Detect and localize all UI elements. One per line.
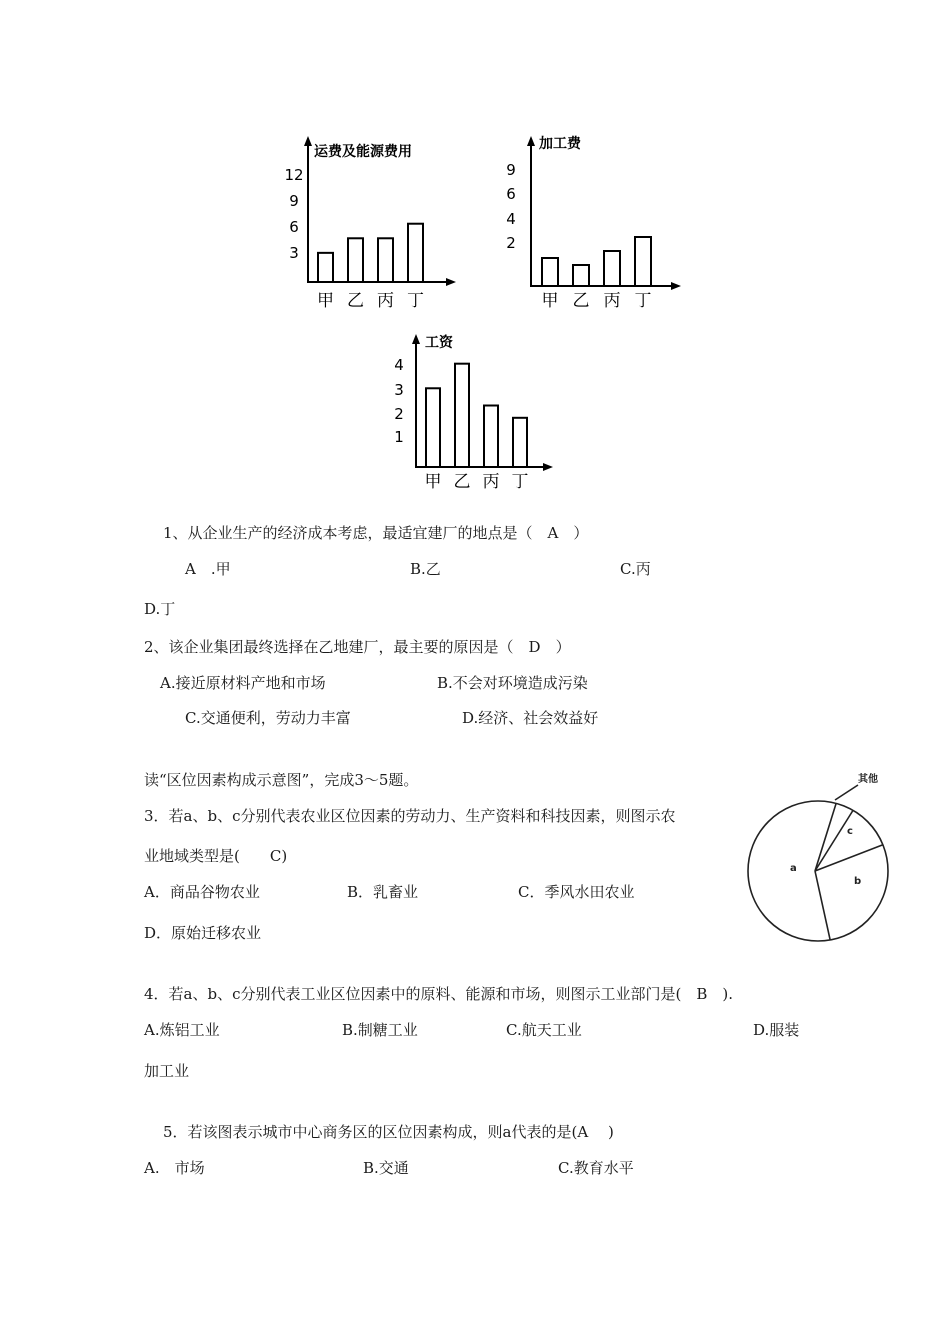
bar-乙 — [573, 265, 589, 286]
q4-option-d-continued: 加工业 — [144, 1062, 190, 1080]
bar-甲 — [318, 253, 333, 282]
pie-chart-location-factors — [740, 765, 895, 965]
bar-甲 — [426, 388, 440, 467]
category-label: 丁 — [634, 291, 652, 310]
category-label: 丁 — [407, 291, 424, 311]
y-axis-label: 工资 — [425, 335, 453, 351]
pie-outline — [748, 801, 888, 941]
q3-option-d: D．原始迁移农业 — [144, 924, 262, 942]
q5-option-b: B.交通 — [363, 1159, 409, 1177]
y-tick-label: 2 — [506, 234, 516, 252]
q3-option-a: A．商品谷物农业 — [144, 883, 260, 901]
q3-option-c: C．季风水田农业 — [518, 883, 635, 901]
y-tick-label: 6 — [506, 185, 516, 203]
category-label: 丙 — [377, 291, 394, 311]
q5-option-a: A. 市场 — [144, 1159, 205, 1177]
q4-option-c: C.航天工业 — [506, 1021, 582, 1039]
q1-option-b: B.乙 — [410, 560, 441, 578]
q5-option-c: C.教育水平 — [558, 1159, 634, 1177]
y-tick-label: 3 — [289, 244, 299, 262]
section-intro: 读“区位因素构成示意图”，完成3～5题。 — [144, 771, 419, 789]
q2-stem: 2、该企业集团最终选择在乙地建厂，最主要的原因是（ D ） — [144, 638, 571, 656]
bar-chart-processing-fee — [495, 130, 690, 310]
y-axis-arrow — [304, 136, 312, 146]
x-axis-arrow — [671, 282, 681, 290]
y-tick-label: 9 — [289, 192, 299, 210]
category-label: 甲 — [317, 291, 334, 311]
category-label: 甲 — [541, 291, 559, 310]
y-tick-label: 2 — [394, 405, 404, 423]
bar-chart-transport-energy — [270, 130, 470, 315]
q3-stem-line1: 3．若a、b、c分别代表农业区位因素的劳动力、生产资料和科技因素，则图示农 — [144, 807, 676, 825]
y-tick-label: 1 — [394, 428, 404, 446]
y-axis-arrow — [412, 334, 420, 344]
pie-slice-boundary — [815, 845, 883, 871]
bar-乙 — [455, 364, 469, 467]
q4-option-a: A.炼铝工业 — [144, 1021, 220, 1039]
y-tick-label: 3 — [394, 381, 404, 399]
category-label: 丙 — [603, 291, 621, 310]
bar-丙 — [604, 251, 620, 286]
q3-option-b: B．乳畜业 — [347, 883, 419, 901]
pie-label-other: 其他 — [858, 774, 878, 785]
bar-chart-wages — [385, 330, 565, 495]
category-label: 乙 — [453, 472, 471, 492]
category-label: 丙 — [482, 472, 500, 492]
y-axis-label: 加工费 — [539, 136, 581, 152]
q2-option-c: C.交通便利，劳动力丰富 — [185, 709, 351, 727]
pie-slice-boundary — [815, 810, 853, 871]
category-label: 甲 — [424, 472, 442, 492]
q2-option-d: D.经济、社会效益好 — [462, 709, 599, 727]
y-tick-label: 6 — [289, 218, 299, 236]
y-axis-label: 运费及能源费用 — [314, 144, 412, 160]
q4-stem: 4．若a、b、c分别代表工业区位因素中的原料、能源和市场，则图示工业部门是( B ). — [144, 985, 733, 1003]
q2-option-b: B.不会对环境造成污染 — [437, 674, 588, 692]
q1-option-c: C.丙 — [620, 560, 651, 578]
bar-乙 — [348, 238, 363, 282]
q3-stem-line2: 业地域类型是( C) — [144, 847, 288, 865]
category-label: 乙 — [347, 291, 364, 311]
y-tick-label: 4 — [394, 356, 404, 374]
q2-option-a: A.接近原材料产地和市场 — [160, 674, 326, 692]
bar-丁 — [513, 418, 527, 467]
x-axis-arrow — [543, 463, 553, 471]
bar-丙 — [484, 406, 498, 468]
pie-label-c: c — [847, 826, 853, 837]
pie-slice-boundary — [815, 871, 830, 940]
q1-stem: 1、从企业生产的经济成本考虑，最适宜建厂的地点是（ A ） — [163, 524, 589, 542]
q4-option-d: D.服装 — [753, 1021, 800, 1039]
x-axis-arrow — [446, 278, 456, 286]
y-tick-label: 9 — [506, 161, 516, 179]
pie-slice-boundary — [815, 803, 836, 871]
category-label: 乙 — [572, 291, 590, 310]
q5-stem: 5．若该图表示城市中心商务区的区位因素构成，则a代表的是(A ) — [163, 1123, 614, 1141]
bar-丙 — [378, 238, 393, 282]
other-leader-line — [835, 785, 858, 800]
y-tick-label: 12 — [284, 166, 304, 184]
q1-option-a: A .甲 — [185, 560, 231, 578]
bar-丁 — [635, 237, 651, 286]
pie-label-b: b — [854, 876, 862, 887]
q4-option-b: B.制糖工业 — [342, 1021, 418, 1039]
q1-option-d: D.丁 — [144, 600, 176, 618]
bar-丁 — [408, 224, 423, 282]
bar-甲 — [542, 258, 558, 286]
category-label: 丁 — [511, 472, 529, 492]
y-tick-label: 4 — [506, 210, 516, 228]
pie-label-a: a — [790, 863, 797, 874]
y-axis-arrow — [527, 136, 535, 146]
